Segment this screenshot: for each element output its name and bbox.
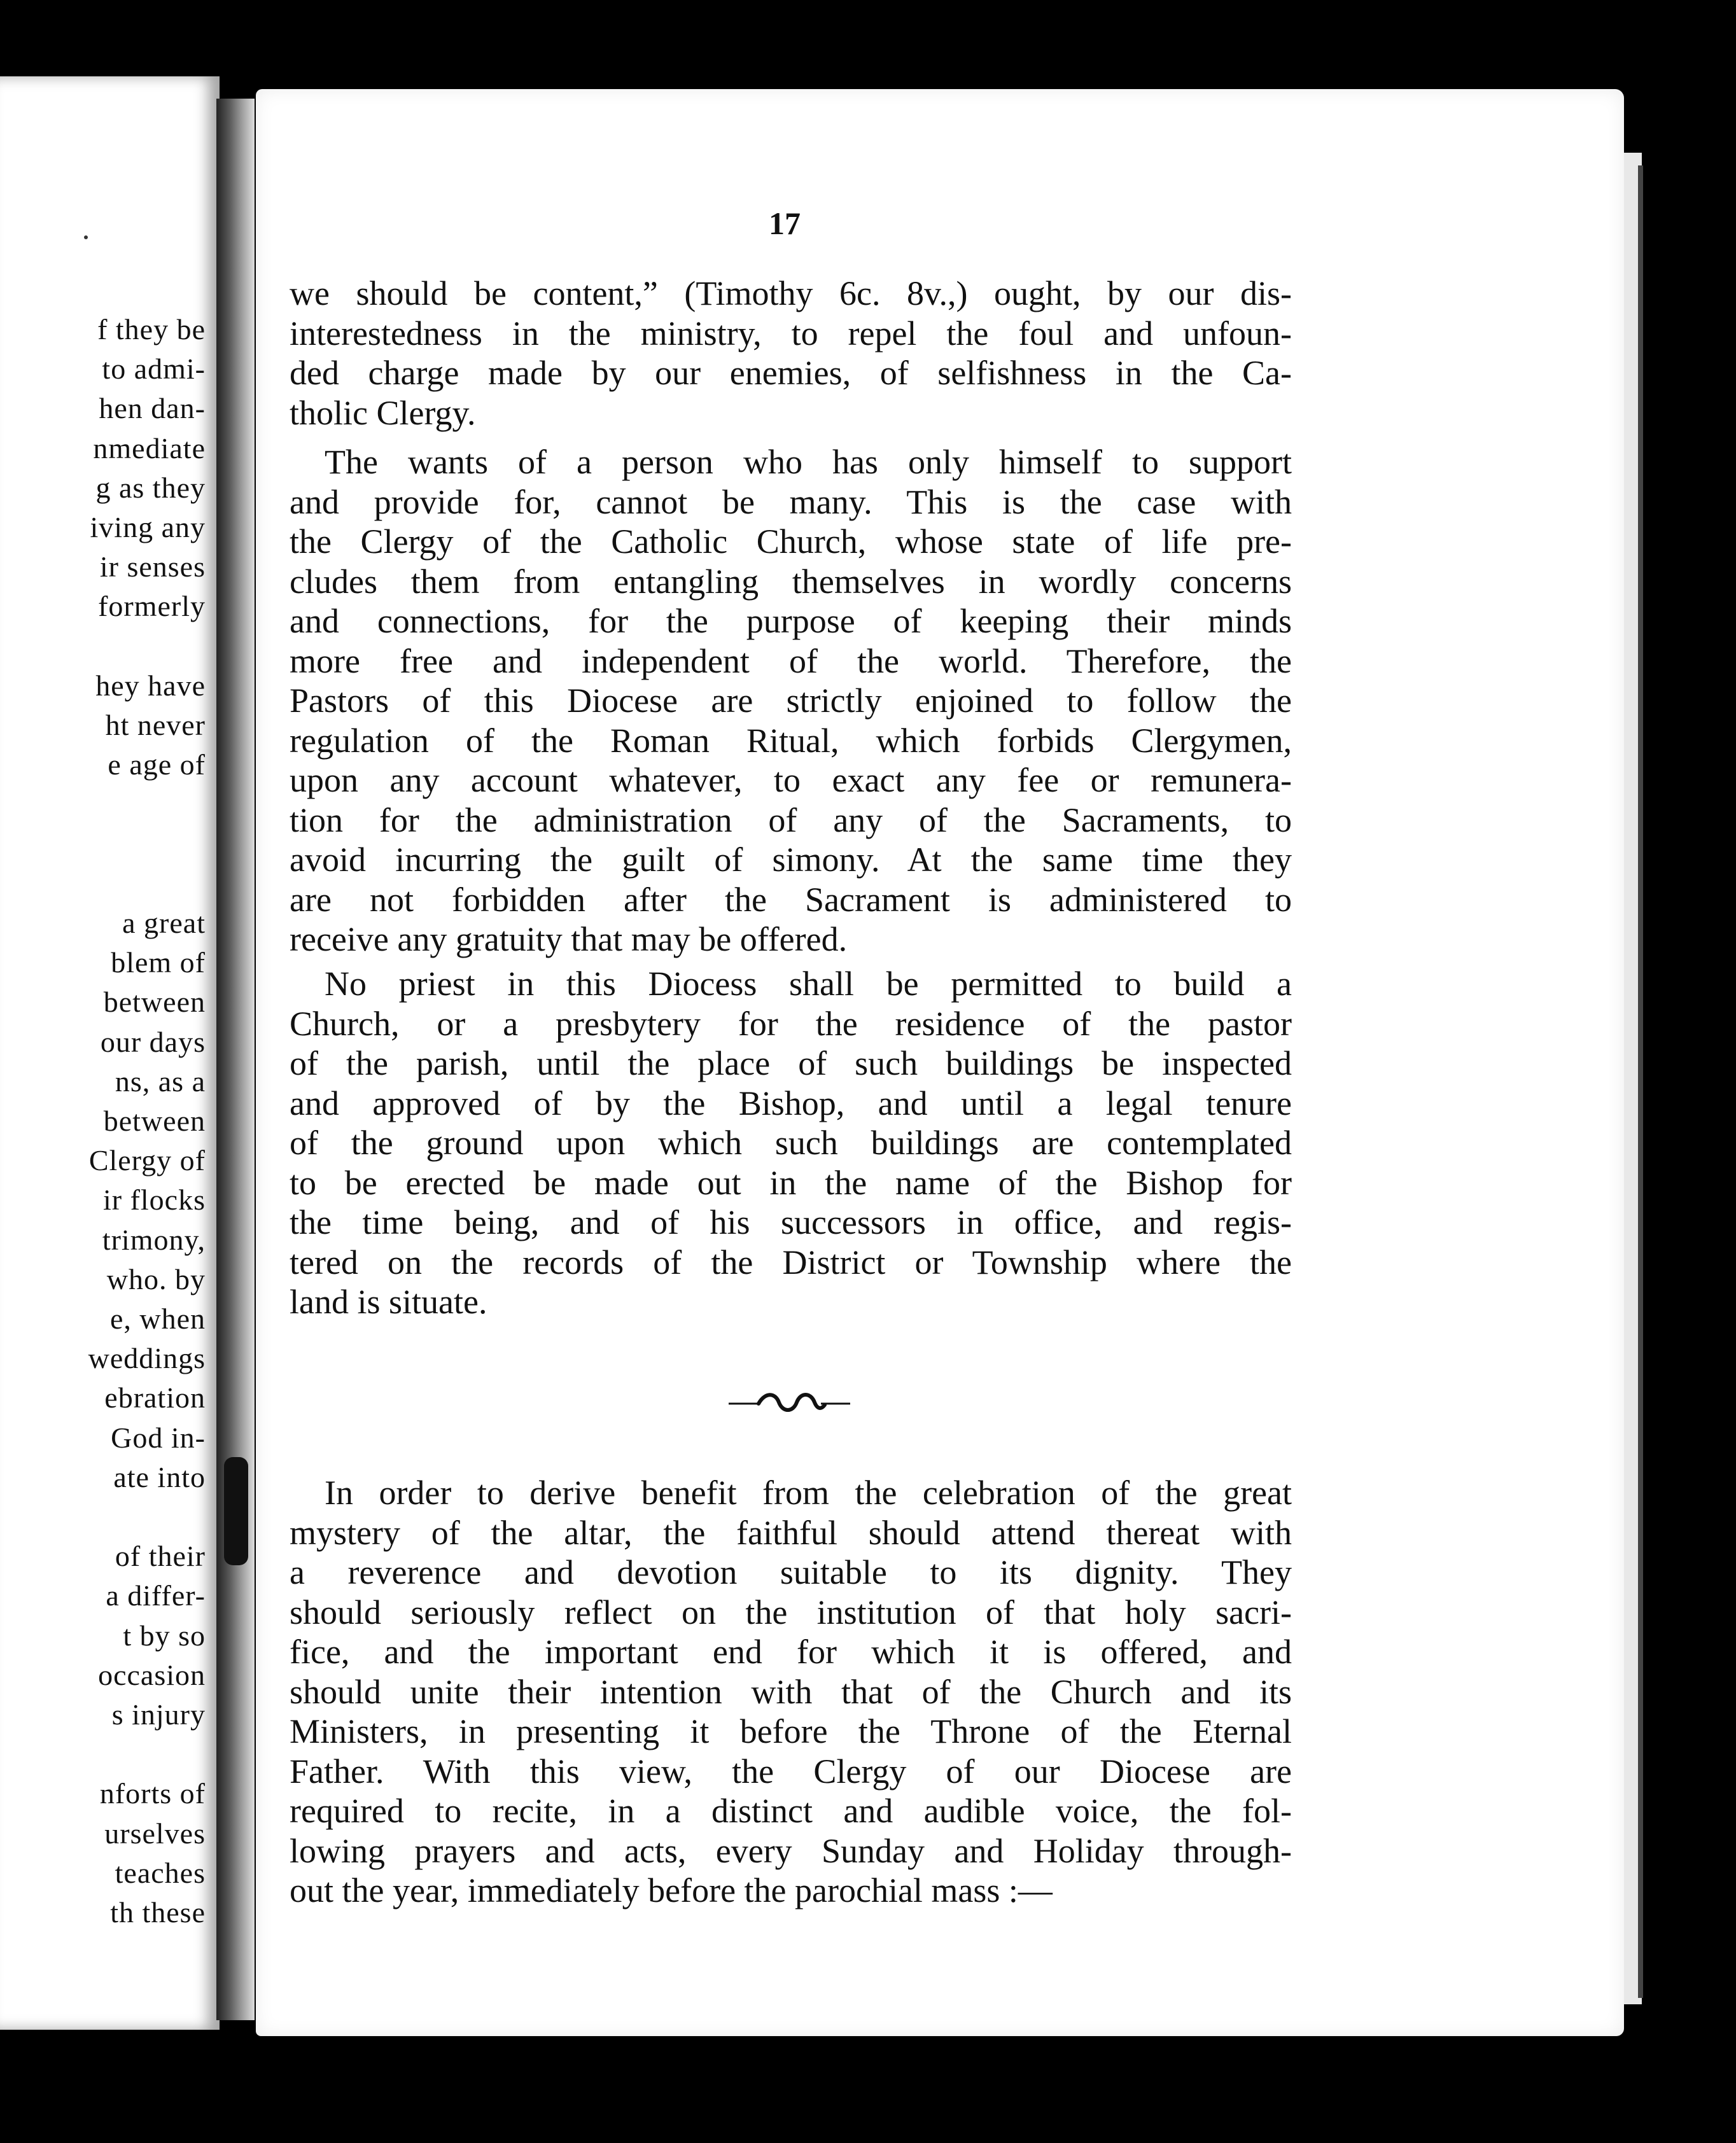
left-page-text-fragment: ir senses xyxy=(99,550,206,583)
left-page-text-fragment: to admi- xyxy=(102,353,206,386)
text-line: we should be content,” (Timothy 6c. 8v.,) ought, by our dis- xyxy=(290,274,1292,312)
gutter-dark-spot xyxy=(224,1457,248,1565)
left-page-text-fragment: ht never xyxy=(105,709,206,741)
section-ornament-icon xyxy=(725,1387,853,1419)
left-page-text-fragment: ate into xyxy=(113,1460,206,1493)
text-line: mystery of the altar, the faithful should attend thereat with xyxy=(290,1513,1292,1552)
left-page-text-fragment: th these xyxy=(110,1896,206,1929)
left-page-text-fragment: g as they xyxy=(95,471,206,504)
paragraph-mass-devotion xyxy=(290,1473,1292,1911)
text-line: and connections, for the purpose of keeping their minds xyxy=(290,602,1292,640)
left-page-text-fragment: trimony, xyxy=(102,1223,206,1256)
text-line: out the year, immediately before the parochial mass :— xyxy=(290,1871,1053,1909)
text-line: upon any account whatever, to exact any fee or remunera- xyxy=(290,761,1292,799)
text-line: ded charge made by our enemies, of selfishness in the Ca- xyxy=(290,354,1292,392)
page-stack-edge-dark xyxy=(1638,165,1643,1998)
text-line: land is situate. xyxy=(290,1283,487,1321)
left-page-text-fragment: ir flocks xyxy=(102,1183,206,1217)
left-page-text-fragment: urselves xyxy=(104,1817,206,1850)
left-page-text-fragment: nmediate xyxy=(93,431,206,464)
left-page-text-fragment: a differ- xyxy=(106,1579,206,1612)
text-line: should unite their intention with that of the Church and its xyxy=(290,1672,1292,1711)
text-line: and provide for, cannot be many. This is the case with xyxy=(290,482,1292,521)
ink-mark xyxy=(84,235,88,239)
left-page-text-fragment: Clergy of xyxy=(88,1144,206,1177)
text-line: should seriously reflect on the institution of that holy sacri- xyxy=(290,1593,1292,1631)
text-line: regulation of the Roman Ritual, which forbids Clergymen, xyxy=(290,721,1292,760)
left-page-text-fragment: our days xyxy=(100,1025,206,1058)
text-line: avoid incurring the guilt of simony. At the same time they xyxy=(290,841,1292,879)
left-page-text-fragment: ebration xyxy=(104,1381,206,1414)
paragraph-continuation xyxy=(290,274,1292,433)
left-page-text-fragment: s injury xyxy=(111,1698,206,1731)
book-gutter-shadow xyxy=(216,99,255,2020)
text-line: of the parish, until the place of such buildings be inspected xyxy=(290,1044,1292,1082)
left-page-text-fragment: formerly xyxy=(98,590,206,623)
left-page-text-fragment: of their xyxy=(115,1540,206,1573)
left-page-text-fragment: ns, as a xyxy=(115,1065,206,1098)
left-page-text-fragment: a great xyxy=(122,907,206,939)
left-page-text-fragment: God in- xyxy=(111,1421,206,1454)
paragraph-church-building xyxy=(290,964,1292,1322)
left-page-text-fragment: weddings xyxy=(88,1342,206,1375)
left-page-text-fragment: nforts of xyxy=(99,1777,206,1810)
left-page-text-fragment: f they be xyxy=(97,313,206,346)
text-line: are not forbidden after the Sacrament is administered to xyxy=(290,880,1292,919)
left-page-text-fragment: hey have xyxy=(95,669,206,702)
text-line: Father. With this view, the Clergy of our Diocese are xyxy=(290,1752,1292,1790)
left-page-text-fragment: blem of xyxy=(111,946,206,979)
text-line: more free and independent of the world. Therefore, the xyxy=(290,641,1292,680)
left-page-text-fragment: e, when xyxy=(109,1302,206,1335)
text-line: receive any gratuity that may be offered. xyxy=(290,920,848,958)
text-line: required to recite, in a distinct and audible voice, the fol- xyxy=(290,1792,1292,1830)
text-line: to be erected be made out in the name of the Bishop for xyxy=(290,1163,1292,1202)
left-page-text-fragment: between xyxy=(103,1105,206,1137)
left-page-text-fragment: e age of xyxy=(108,748,206,781)
text-line: interestedness in the ministry, to repel the foul and unfoun- xyxy=(290,314,1292,353)
paragraph-clergy-wants xyxy=(290,442,1292,960)
text-line: In order to derive benefit from the celebration of the great xyxy=(325,1474,1292,1512)
text-line: fice, and the important end for which it is offered, and xyxy=(290,1633,1292,1671)
text-line: tion for the administration of any of the Sacraments, to xyxy=(290,800,1292,839)
text-line: tholic Clergy. xyxy=(290,393,476,432)
text-line: cludes them from entangling themselves in wordly concerns xyxy=(290,562,1292,601)
previous-page-fragment xyxy=(0,76,220,2030)
text-line: lowing prayers and acts, every Sunday and Holiday through- xyxy=(290,1831,1292,1870)
text-line: the Clergy of the Catholic Church, whose state of life pre- xyxy=(290,522,1292,561)
left-page-text-fragment: who. by xyxy=(106,1262,206,1295)
page-number: 17 xyxy=(769,206,801,241)
text-line: Pastors of this Diocese are strictly enjoined to follow the xyxy=(290,681,1292,720)
left-page-text-fragment: iving any xyxy=(90,511,206,543)
left-page-text-fragment: t by so xyxy=(123,1619,206,1652)
text-line: a reverence and devotion suitable to its dignity. They xyxy=(290,1553,1292,1591)
left-page-text-fragment: teaches xyxy=(115,1856,206,1889)
left-page-text-fragment: hen dan- xyxy=(99,392,206,425)
left-page-text-fragment: between xyxy=(103,986,206,1019)
text-line: the time being, and of his successors in office, and regis- xyxy=(290,1203,1292,1241)
text-line: and approved of by the Bishop, and until a legal tenure xyxy=(290,1084,1292,1122)
text-line: The wants of a person who has only himself to support xyxy=(325,443,1292,481)
text-line: tered on the records of the District or Township where the xyxy=(290,1243,1292,1281)
text-line: Ministers, in presenting it before the Throne of the Eternal xyxy=(290,1712,1292,1750)
left-page-text-fragment: occasion xyxy=(98,1658,206,1691)
text-line: Church, or a presbytery for the residence of the pastor xyxy=(290,1004,1292,1043)
text-line: of the ground upon which such buildings are contemplated xyxy=(290,1124,1292,1162)
text-line: No priest in this Diocess shall be permitted to build a xyxy=(325,965,1292,1003)
